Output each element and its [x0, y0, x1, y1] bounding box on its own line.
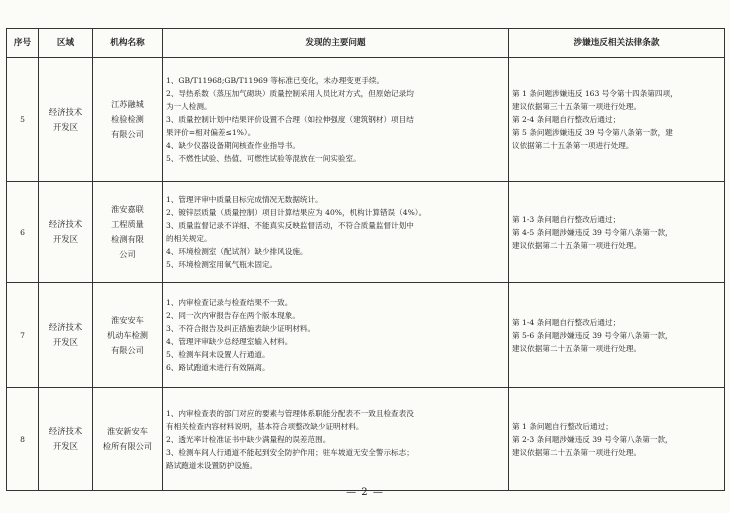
law-clause-line: 第 5 条问题涉嫌违反 39 号令第八条第一款，建 — [512, 128, 673, 137]
area-line: 经济技术 — [48, 426, 83, 436]
org-name-line: 工程质量 — [111, 219, 144, 229]
issue-line: 1、内审检查记录与检查结果不一致。 — [166, 298, 293, 307]
issue-line: 6、路试跑道未进行有效隔离。 — [166, 363, 270, 372]
issue-line: 路试跑道未设置防护设施。 — [166, 460, 258, 470]
law-clause-line: 第 2-3 条问题涉嫌违反 39 号令第八条第一款， — [512, 434, 673, 444]
issue-line: 2、透光率计检准证书中缺少满量程的误差范围。 — [166, 434, 331, 444]
org-name-line: 江苏融城 — [111, 99, 144, 109]
org-name-line: 淮安新安车 — [107, 426, 148, 436]
issue-line: 3、质量控制计划中结果评价设置不合理（如拉伸强度（建筑钢材）项目结 — [166, 115, 414, 124]
area-cell — [39, 58, 93, 182]
table-row — [7, 182, 725, 283]
row-number: 7 — [7, 283, 39, 388]
issue-line: 4、缺少仪器设备期间核查作业指导书。 — [166, 141, 300, 150]
row-number: 6 — [7, 182, 39, 283]
issue-line: 3、检测车间人行通道不能起到安全防护作用；驻车坡道无安全警示标志； — [166, 447, 414, 457]
header-law-clauses: 涉嫌违反相关法律条款 — [509, 29, 725, 58]
area-line: 开发区 — [52, 441, 79, 451]
issue-line: 的相关规定。 — [166, 234, 212, 243]
org-name-line: 淮安安车 — [111, 314, 144, 325]
issue-line: 3、不符合报告及纠正措施表缺少证明材料。 — [166, 324, 316, 333]
law-clause-cell — [509, 388, 725, 491]
org-name-line: 有限公司 — [111, 344, 144, 355]
issues-cell — [163, 283, 509, 388]
issue-line: 2、同一次内审报告存在两个版本现象。 — [166, 311, 300, 320]
area-cell — [39, 388, 93, 491]
table-row — [7, 388, 725, 491]
issue-line: 5、不燃性试验、热值、可燃性试验等混放在一间实验室。 — [166, 154, 361, 163]
law-clause-line: 建议依据第二十五条第一项进行处理。 — [512, 240, 642, 250]
law-clause-line: 第 1-4 条问题自行整改后通过； — [512, 317, 621, 327]
table-header-row — [7, 29, 725, 58]
org-name-line: 检验检测 — [111, 114, 144, 124]
header-no: 序号 — [7, 29, 39, 58]
org-name-line: 检所有限公司 — [102, 441, 153, 451]
issue-line: 2、镀锌层质量（质量控制）项目计算结果应为 40%，机构计算错误（4%）。 — [166, 208, 427, 217]
law-clause-line: 建议依据第二十五条第一项进行处理。 — [512, 343, 642, 353]
row-number: 5 — [7, 58, 39, 182]
area-line: 经济技术 — [48, 322, 83, 332]
issues-cell — [163, 182, 509, 283]
issues-cell — [163, 388, 509, 491]
org-name-cell — [93, 182, 163, 283]
issue-line: 1、内审检查表的部门对应的要素与管理体系职能分配表不一致且检查表没 — [166, 408, 414, 418]
issues-cell — [163, 58, 509, 182]
area-line: 经济技术 — [48, 106, 83, 117]
header-main-issues: 发现的主要问题 — [163, 29, 509, 58]
issue-line: 果评价=相对偏差≤1%）。 — [166, 128, 256, 137]
area-line: 开发区 — [52, 234, 79, 244]
org-name-line: 机动车检测 — [107, 329, 148, 340]
area-cell — [39, 182, 93, 283]
law-clause-line: 第 5-6 条问题涉嫌违反 39 号令第八条第一款， — [512, 330, 673, 340]
issue-line: 4、环境检测室（配试剂）缺少排风设施。 — [166, 247, 308, 256]
issue-line: 5、环境检测室用氧气瓶未固定。 — [166, 260, 278, 269]
law-clause-line: 第 1 条问题涉嫌违反 163 号令第十四条第四项， — [512, 89, 678, 98]
area-cell — [39, 283, 93, 388]
table-row — [7, 58, 725, 182]
issue-line: 1、GB/T11968;GB/T11969 等标准已变化，未办理变更手续。 — [166, 76, 385, 85]
issue-line: 为一人检测。 — [166, 102, 212, 111]
org-name-cell — [93, 388, 163, 491]
org-name-line: 公司 — [119, 249, 136, 259]
law-clause-line: 议依据第二十五条第一项进行处理。 — [512, 141, 634, 150]
law-clause-cell — [509, 58, 725, 182]
law-clause-cell — [509, 182, 725, 283]
law-clause-line: 第 4-5 条问题涉嫌违反 39 号令第八条第一款， — [512, 227, 673, 237]
law-clause-line: 建议依据第三十五条第一项进行处理。 — [512, 102, 642, 111]
row-number: 8 — [7, 388, 39, 491]
area-line: 开发区 — [52, 337, 79, 347]
area-line: 经济技术 — [48, 219, 83, 229]
issue-line: 1、管理评审中质量目标完成情况无数据统计。 — [166, 195, 323, 204]
law-clause-line: 建议依据第二十五条第一项进行处理。 — [512, 447, 642, 457]
area-line: 开发区 — [52, 121, 79, 132]
issue-line: 3、质量监督记录不详细、不能真实反映监督活动，不符合质量监督计划中 — [166, 221, 414, 230]
org-name-cell — [93, 283, 163, 388]
issue-line: 4、管理评审缺少总经理室输入材料。 — [166, 337, 293, 346]
inspection-findings-table — [6, 28, 725, 491]
header-area: 区域 — [39, 29, 93, 58]
issue-line: 2、导热系数（蒸压加气砌块）质量控制采用人员比对方式，但原始记录均 — [166, 89, 414, 98]
org-name-cell — [93, 58, 163, 182]
issue-line: 有相关检查内容材料说明，基本符合项整改缺少证明材料。 — [166, 421, 364, 431]
law-clause-line: 第 2-4 条问题自行整改后通过； — [512, 115, 621, 124]
law-clause-cell — [509, 283, 725, 388]
issue-line: 5、检测车间未设置人行通道。 — [166, 350, 270, 359]
org-name-line: 淮安嘉联 — [111, 204, 144, 214]
header-org-name: 机构名称 — [93, 29, 163, 58]
org-name-line: 检测有限 — [111, 234, 144, 244]
table-row — [7, 283, 725, 388]
law-clause-line: 第 1 条问题自行整改后通过； — [512, 421, 613, 431]
page-number: — 2 — — [346, 487, 384, 498]
law-clause-line: 第 1-3 条问题自行整改后通过； — [512, 214, 621, 224]
org-name-line: 有限公司 — [111, 129, 144, 139]
